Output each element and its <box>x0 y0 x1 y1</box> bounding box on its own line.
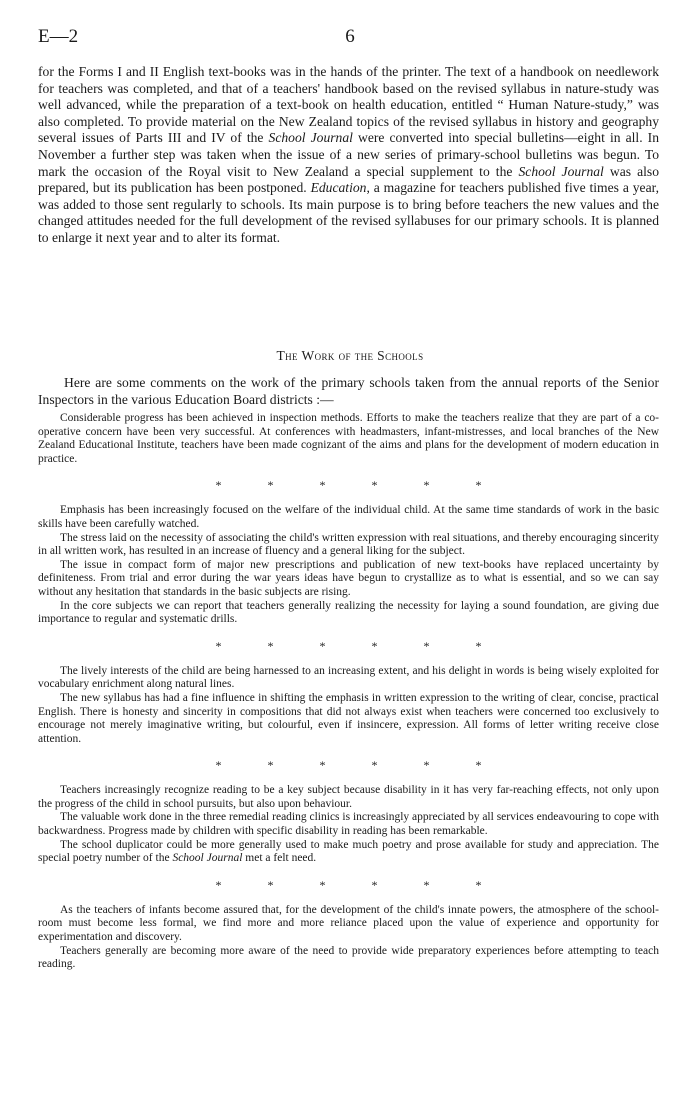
asterisk: * <box>215 758 222 773</box>
asterisk: * <box>215 478 222 493</box>
asterisk: * <box>267 758 274 773</box>
document-reference: E—2 <box>38 26 79 47</box>
extract-paragraph: The issue in compact form of major new prescriptions and publication of new text-books have replaced uncertainty by definiteness. From trial and error during the war years ideas have begun to crystallize as to what is essential, and so we can say without any hesitation that standards in the basic subjects are rising. <box>38 558 659 598</box>
intro-paragraph <box>38 64 659 247</box>
extract-paragraph: As the teachers of infants become assured that, for the development of the child's innate powers, the atmosphere of the school-room must become less formal, we find more and more reliance placed upon the value of experience and opportunity for experimentation and discovery. <box>38 903 659 944</box>
extract-paragraph: The lively interests of the child are being harnessed to an increasing extent, and his delight in words is being wisely exploited for vocabulary enrichment along natural lines. <box>38 664 659 691</box>
intro-part-2: were converted into special bulletins—eight in all. In November a further step was taken when the issue of a new series of primary-school bulletins was begun. To mark the occasion of the Royal visit to New Zealand a special supplement to the <box>38 130 660 179</box>
journal-title: School Journal <box>518 163 604 179</box>
asterisk: * <box>319 877 326 892</box>
extract-paragraph: In the core subjects we can report that teachers generally realizing the necessity for laying a sound foundation, are giving due importance to regular and systematic drills. <box>38 599 659 626</box>
running-header <box>38 26 662 52</box>
asterism-separator <box>38 879 659 891</box>
asterisk: * <box>371 758 378 773</box>
asterisk: * <box>371 877 378 892</box>
asterisk: * <box>475 638 482 653</box>
intro-part-3: was also prepared, but its publication has been postponed. <box>38 163 660 196</box>
extract-text: The school duplicator could be more generally used to make much poetry and prose available for study and appreciation. The special poetry number of the <box>38 838 659 865</box>
asterisk: * <box>319 638 326 653</box>
asterism-separator <box>38 640 659 652</box>
extract-paragraph: Emphasis has been increasingly focused on the welfare of the individual child. At the same time standards of work in the basic skills have been carefully watched. <box>38 504 659 530</box>
journal-title: School Journal <box>268 130 353 146</box>
asterisk: * <box>267 638 274 653</box>
intro-text <box>38 64 659 247</box>
lead-paragraph: Here are some comments on the work of the primary schools taken from the annual reports of the Senior Inspectors in the various Education Board districts :— <box>38 375 659 407</box>
section-heading: The Work of the Schools <box>276 348 424 363</box>
journal-title: School Journal <box>172 852 243 865</box>
asterisk: * <box>371 638 378 653</box>
asterisk: * <box>423 478 430 493</box>
asterisk: * <box>371 478 378 493</box>
intro-part-4: , a magazine for teachers published five times a year, was added to those sent regularly to schools. Its main purpose is to bring before teachers the new values and the changed attitudes needed for the full development of the revised syllabuses for our primary schools. It is planned to enlarge it next year and to alter its format. <box>38 180 660 245</box>
inspector-extracts <box>38 412 659 972</box>
asterisk: * <box>267 877 274 892</box>
asterisk: * <box>423 638 430 653</box>
asterism-separator <box>38 759 659 771</box>
asterism-separator <box>38 479 659 491</box>
asterisk: * <box>475 758 482 773</box>
extract-paragraph: The new syllabus has had a fine influence in shifting the emphasis in written expression to the writing of clear, concise, practical English. There is honesty and sincerity in compositions that did not always exist when teachers were concerned too exclusively to encourage not merely imaginative writing, but colourful, even if insincere, expression. All forms of letter writing receive close attention. <box>38 691 659 745</box>
intro-part-1: for the Forms I and II English text-books was in the hands of the printer. The text of a handbook on needlework for teachers was completed, and that of a teachers' handbook based on the revised syllabus in nature-study was well advanced, while the preparation of a text-book on health education, entitled “ Human Nature-study,” was also completed. To provide material on the New Zealand topics of the revised syllabus in history and geography several issues of Parts III and IV of the <box>38 64 659 146</box>
page-number: 6 <box>345 26 355 47</box>
asterisk: * <box>475 877 482 892</box>
asterisk: * <box>475 478 482 493</box>
section-lead <box>38 375 659 408</box>
asterisk: * <box>215 877 222 892</box>
extract-paragraph: Teachers increasingly recognize reading to be a key subject because disability in it has very far-reaching effects, not only upon the progress of the child in school pursuits, but also upon behaviour. <box>38 784 659 810</box>
extract-paragraph: The stress laid on the necessity of associating the child's written expression with real situations, and thereby encouraging sincerity in all written work, has resulted in an increase of fluency and a general liking for the subject. <box>38 531 659 558</box>
asterisk: * <box>319 758 326 773</box>
asterisk: * <box>267 478 274 493</box>
extract-paragraph: Teachers generally are becoming more aware of the need to provide wide preparatory experiences before attempting to teach reading. <box>38 944 659 971</box>
extract-paragraph: The valuable work done in the three remedial reading clinics is increasingly appreciated by all services endeavouring to cope with backwardness. Progress made by children with specific disability in reading has been remarkable. <box>38 811 659 838</box>
asterisk: * <box>423 758 430 773</box>
asterisk: * <box>319 478 326 493</box>
asterisk: * <box>423 877 430 892</box>
extract-text: met a felt need. <box>242 852 317 865</box>
asterisk: * <box>215 638 222 653</box>
extract-paragraph <box>38 839 659 866</box>
extract-paragraph: Considerable progress has been achieved in inspection methods. Efforts to make the teachers realize that they are part of a co-operative concern have been very successful. At conferences with headmasters, infant-mistresses, and local branches of the New Zealand Educational Institute, teachers have been made cognizant of the aims and plans for the development of modern education in practice. <box>38 412 659 465</box>
magazine-title: Education <box>310 180 367 196</box>
